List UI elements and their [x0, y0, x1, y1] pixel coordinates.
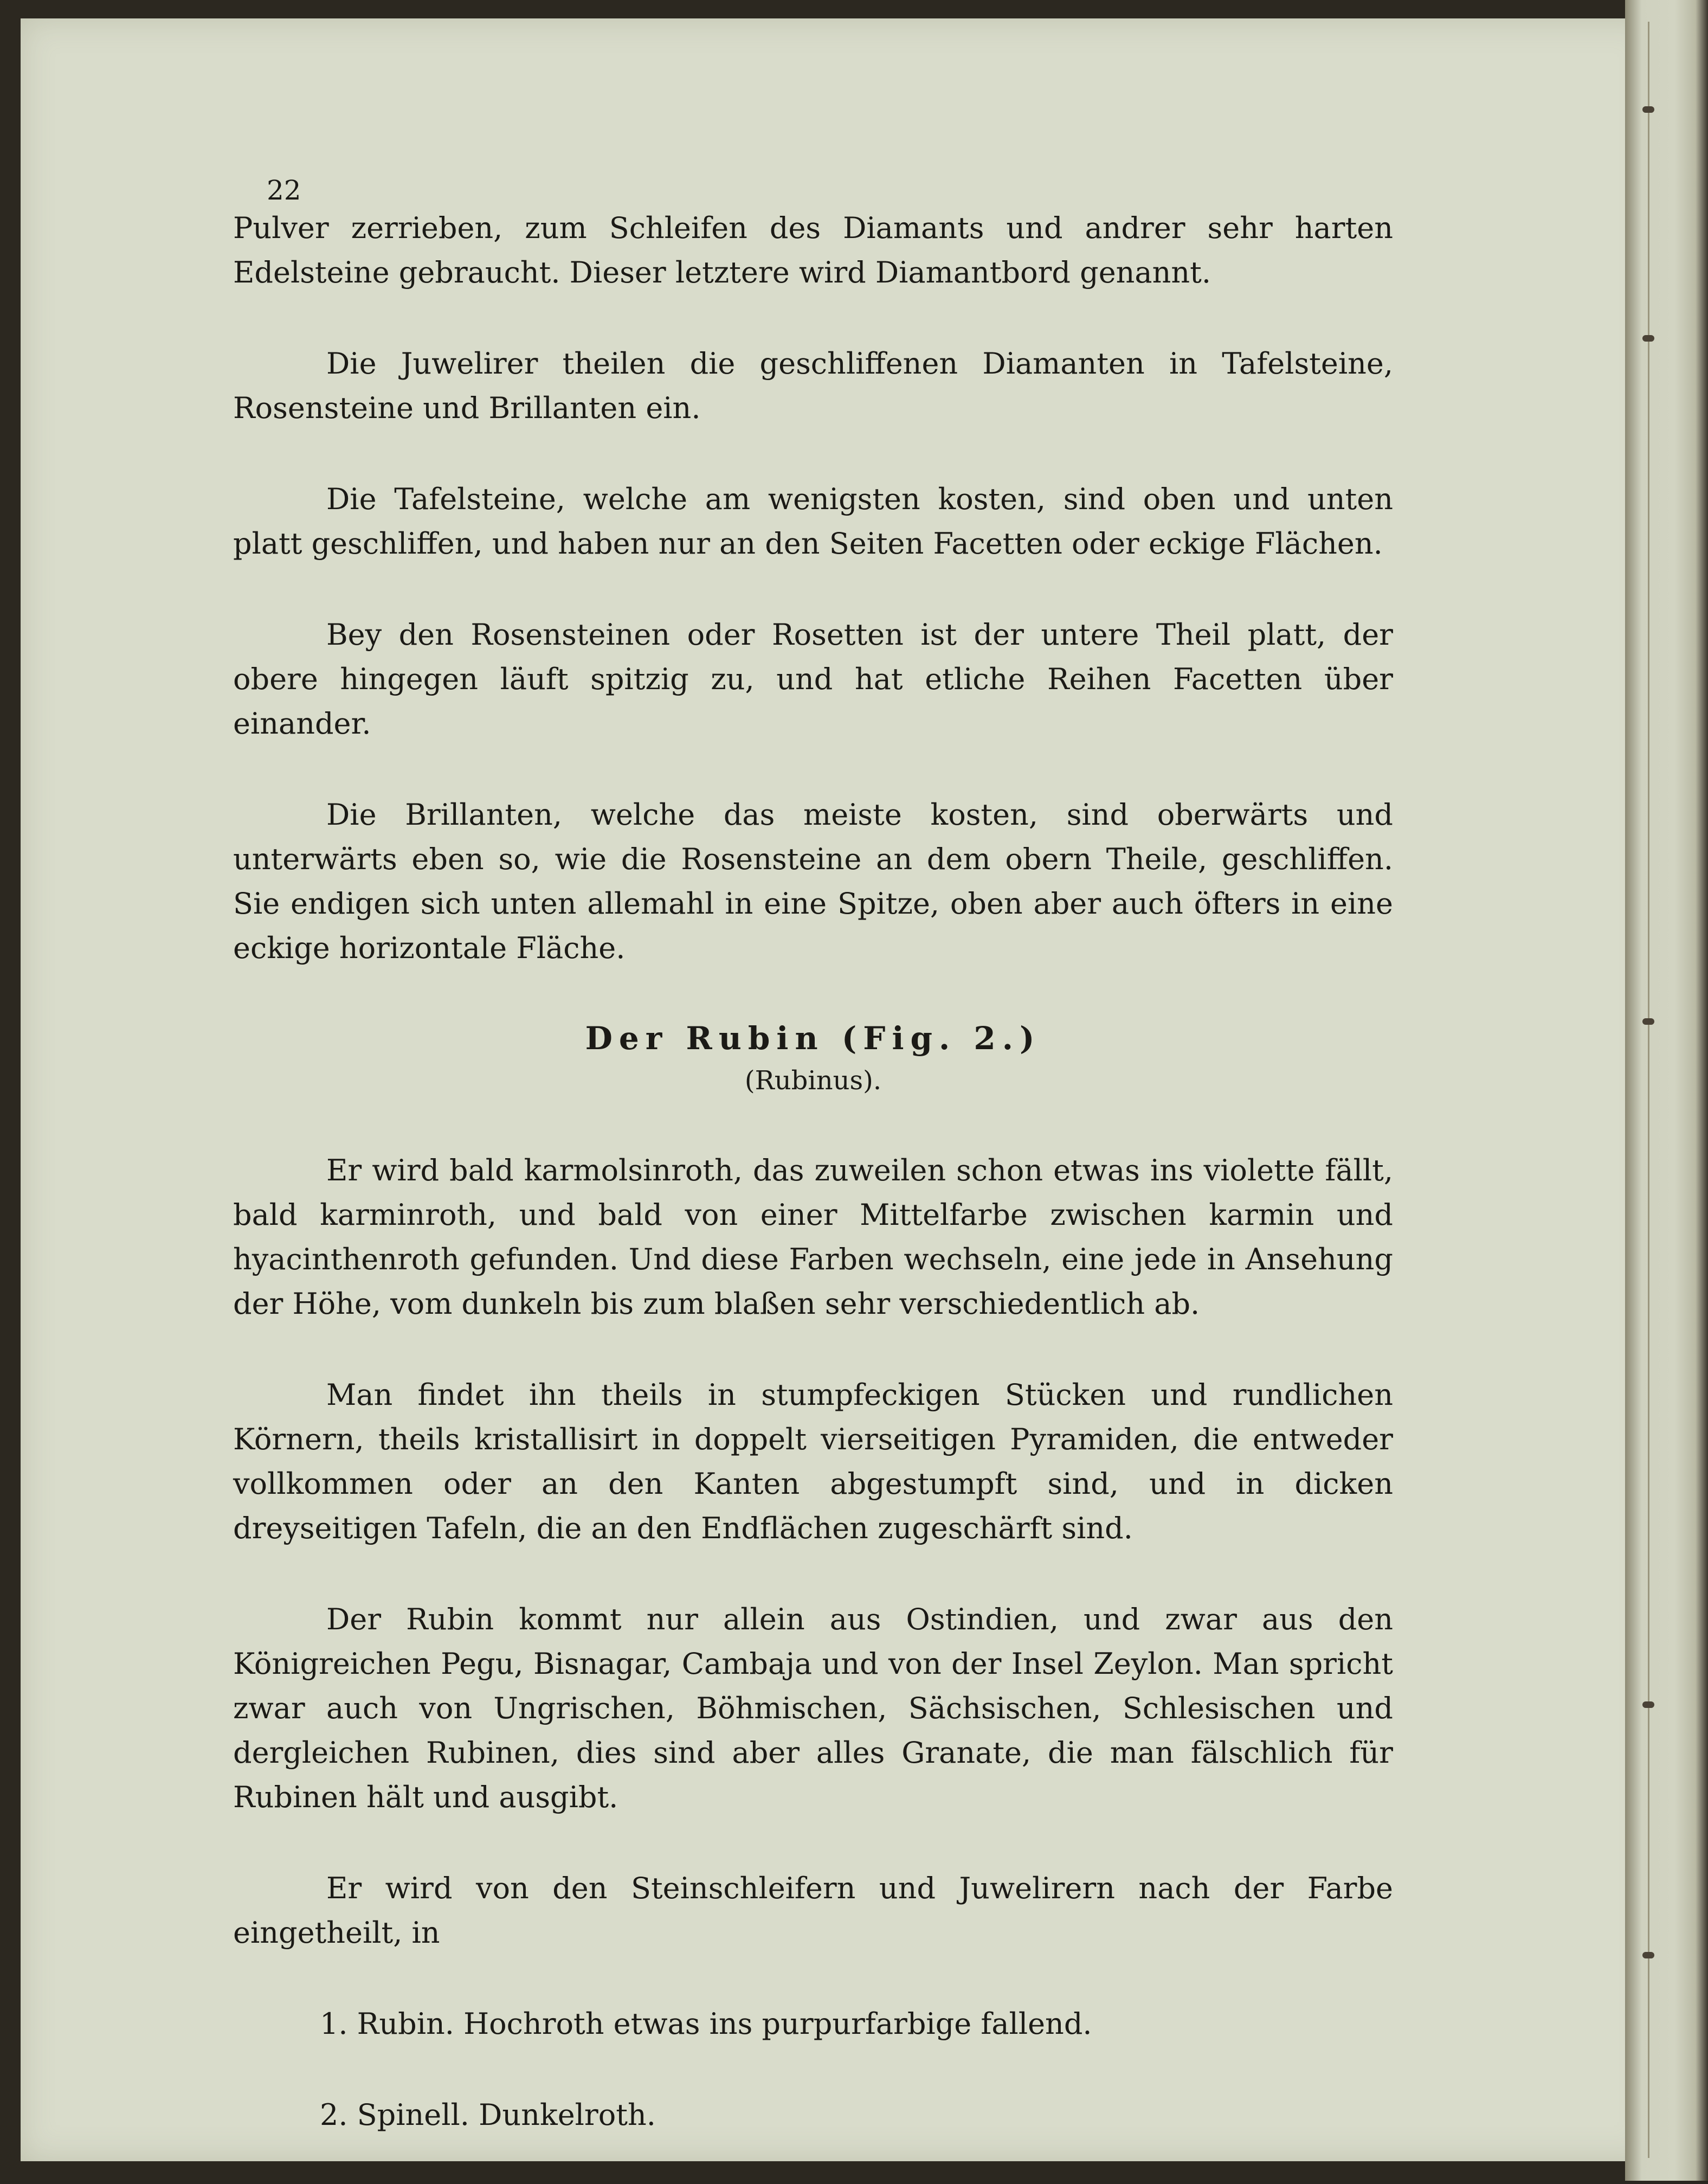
section-heading: Der Rubin (Fig. 2.)	[585, 1020, 1041, 1057]
gutter-line	[1648, 22, 1649, 2158]
binding-stitch	[1642, 1701, 1654, 1708]
binding-stitch	[1642, 1952, 1654, 1958]
paragraph: Man findet ihn theils in stumpfeckigen Stücken und rundlichen Körnern, theils kristallisirt in doppelt vierseitigen Pyramiden, die entweder vollkommen oder an den Kanten abgestumpft sind, und in dicken dreyseitigen Tafeln, die an den Endflächen zugeschärft sind.	[233, 1378, 1393, 1545]
page-text	[233, 179, 1393, 2184]
paragraph: Die Tafelsteine, welche am wenigsten kosten, sind oben und unten platt geschliffen, und haben nur an den Seiten Facetten oder eckige Flächen.	[233, 482, 1393, 561]
list-item: 2. Spinell. Dunkelroth.	[320, 2098, 656, 2132]
paragraph: Der Rubin kommt nur allein aus Ostindien, und zwar aus den Königreichen Pegu, Bisnagar, Cambaja und von der Insel Zeylon. Man spricht zwar auch von Ungrischen, Böhmischen, Sächsischen, Schlesischen und dergleichen Rubinen, dies sind aber alles Granate, die man fälschlich für Rubinen hält und ausgibt.	[233, 1602, 1393, 1814]
page-number: 22	[267, 175, 301, 206]
paragraph: Die Juwelirer theilen die geschliffenen Diamanten in Tafelsteine, Rosensteine und Brillanten ein.	[233, 346, 1393, 425]
section-subheading: (Rubinus).	[744, 1065, 882, 1096]
binding-stitch	[1642, 1018, 1654, 1025]
binding-stitch	[1642, 106, 1654, 113]
binding-stitch	[1642, 335, 1654, 342]
paragraph: Pulver zerrieben, zum Schleifen des Diamants und andrer sehr harten Edelsteine gebraucht. Dieser letztere wird Diamantbord genannt.	[233, 211, 1393, 290]
paragraph: Er wird bald karmolsinroth, das zuweilen schon etwas ins violette fällt, bald karminroth, und bald von einer Mittelfarbe zwischen karmin und hyacinthenroth gefunden. Und diese Farben wechseln, eine jede in Ansehung der Höhe, vom dunkeln bis zum blaßen sehr verschiedentlich ab.	[233, 1153, 1393, 1321]
paragraph: Bey den Rosensteinen oder Rosetten ist der untere Theil platt, der obere hingegen läuft spitzig zu, und hat etliche Reihen Facetten über einander.	[233, 618, 1393, 741]
book-gutter	[1625, 0, 1708, 2181]
paragraph: Die Brillanten, welche das meiste kosten, sind oberwärts und unterwärts eben so, wie die Rosensteine an dem obern Theile, geschliffen. Sie endigen sich unten allemahl in eine Spitze, oben aber auch öfters in eine eckige horizontale Fläche.	[233, 798, 1393, 965]
paragraph: Er wird von den Steinschleifern und Juwelirern nach der Farbe eingetheilt, in	[233, 1871, 1393, 1950]
list-item: 1. Rubin. Hochroth etwas ins purpurfarbige fallend.	[320, 2007, 1092, 2041]
